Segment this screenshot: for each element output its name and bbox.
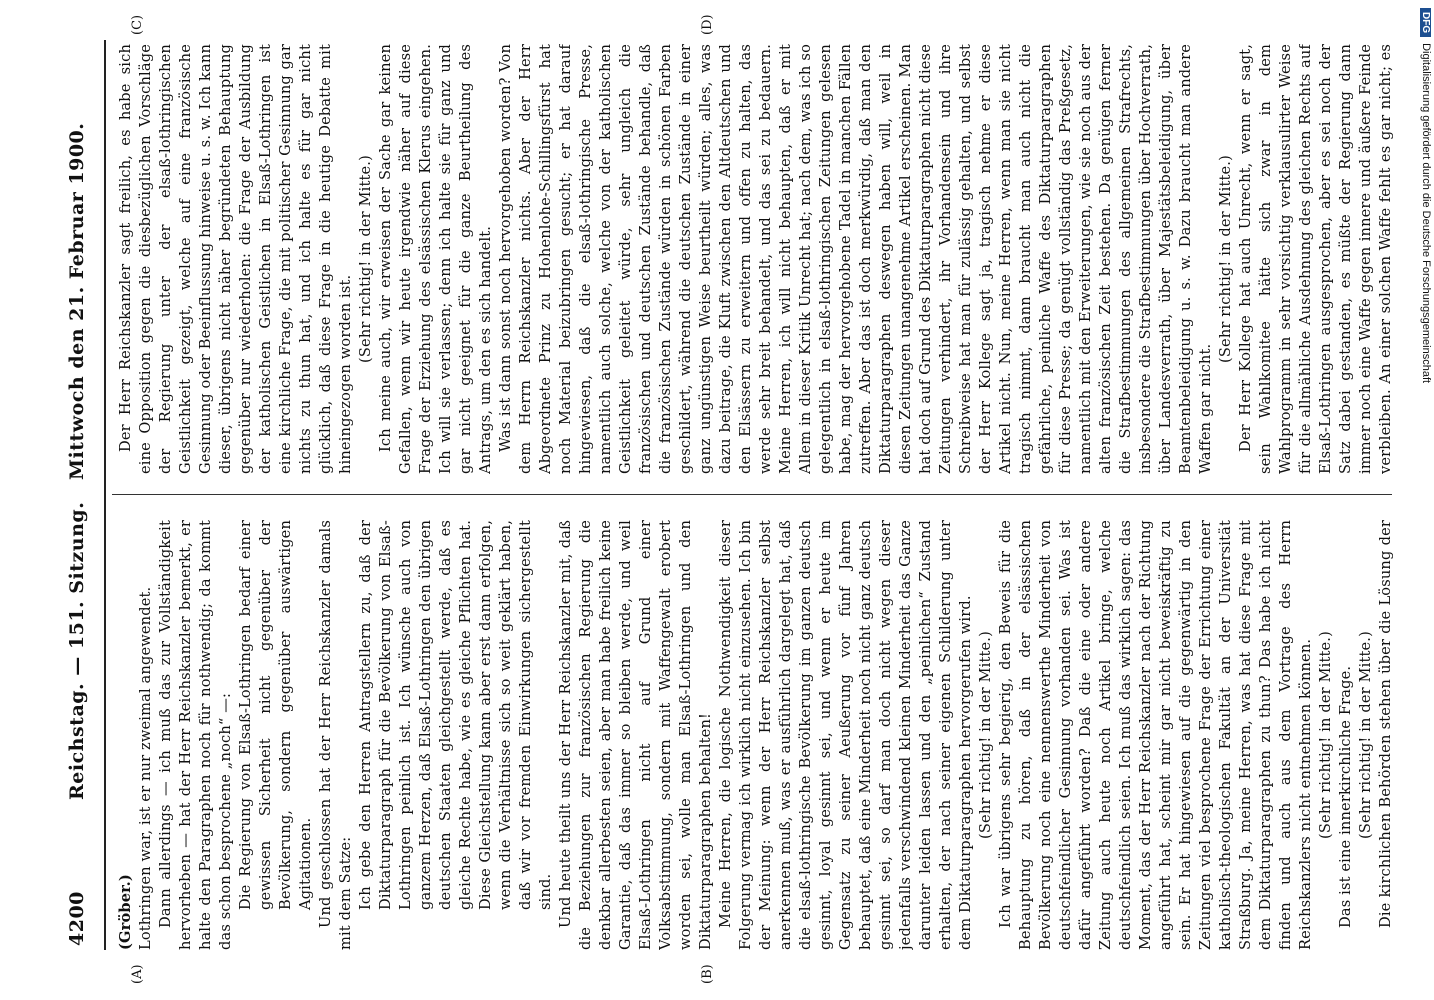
right-column [116,44,1396,474]
interjection: (Sehr richtig! in der Mitte.) [1357,631,1374,839]
paragraph: Die kirchlichen Behörden stehen über die Lösung der [1377,520,1394,928]
interjection: (Sehr richtig! in der Mitte.) [977,631,994,839]
speaker-label: (Gröber.) [117,874,134,950]
paragraph: Was ist dann sonst noch hervorgehoben worden? Von dem Herrn Reichskanzler nichts. Aber der Herr Abgeordnete Prinz zu Hohenlohe-Schillingsfürst hat noch Material beizubringen gesucht; er hat darauf hingewiesen, daß die elsaß-lothringische Presse, namentlich auch solche, welche von der katholischen Geistlichkeit geleitet würde, sehr ungleich die französischen und deutschen Zustände behandle, daß die französischen Zustände würden in schönen Farben geschildert, während die deutschen Zustände in einer ganz ungünstigen Weise beurtheilt würden; alles, was dazu beitrage, die Kluft zwischen den Altdeutschen und den Elsässern zu erweitern und offen zu halten, das werde sehr breit behandelt, und das sei zu bedauern. Meine Herren, ich will nicht behaupten, daß er mit Allem in dieser Kritik Unrecht hat; nach dem, was ich so gelegentlich in elsaß-lothringischen Zeitungen gelesen habe, mag der hervorgehobene Tadel in manchen Fällen zutreffen. Aber das ist doch merkwürdig, daß man den Diktaturparagraphen deswegen haben will, weil in diesen Zeitungen unangenehme Artikel erscheinen. Man hat doch auf Grund des Diktaturparagraphen nicht diese Zeitungen verhindert, ihr Vorhandensein und ihre Schreibweise hat man für zulässig gehalten, und selbst der Herr Kollege sagt ja, tragisch nehme er diese Artikel nicht. Nun, meine Herren, wenn man sie nicht tragisch nimmt, dann braucht man auch nicht die gefährliche, peinliche Waffe des Diktaturparagraphen für diese Presse; da genügt vollständig das Preßgesetz, namentlich mit den Erweiterungen, wie sie noch aus der alten französischen Zeit bestehen. Da genügen ferner die Strafbestimmungen des allgemeinen Strafrechts, insbesondere die Strafbestimmungen über Hochverrath, über Landesverrath, über Majestätsbeleidigung, über Beamtenbeleidigung u. s. w. Dazu braucht man andere Waffen gar nicht. [497,44,1214,474]
interjection: (Sehr richtig! in der Mitte.) [1217,155,1234,363]
header-rule [104,40,106,950]
paragraph: Ich meine auch, wir erweisen der Sache gar keinen Gefallen, wenn wir heute irgendwie näher auf diese Frage der Erziehung des elsässischen Klerus eingehen. Ich will sie verlassen; denn ich halte sie für ganz und gar nicht geeignet für die ganze Beurtheilung des Antrags, um den es sich handelt. [377,44,494,474]
paragraph: Lothringen war, ist er nur zweimal angewendet. [137,586,154,950]
page-title: Reichstag. — 151. Sitzung. [66,501,88,800]
column-divider [112,494,1392,495]
margin-marker-a: (A) [130,964,145,984]
interjection: (Sehr richtig! in der Mitte.) [1317,631,1334,839]
quote-paragraph: Die Regierung von Elsaß-Lothringen bedarf einer gewissen Sicherheit nicht gegenüber der Bevölkerung, sondern gegenüber auswärtigen Agitationen. [237,520,314,910]
paragraph: Dann allerdings — ich muß das zur Vollständigkeit hervorheben — hat der Herr Reichskanzler bemerkt, er halte den Paragraphen noch für nothwendig; da kommt das schon besprochene „noch“ —: [157,520,234,950]
dfg-logo: DFG [1420,8,1431,37]
session-date: Mittwoch den 21. Februar 1900. [66,122,88,480]
page-body [60,14,1400,984]
left-column [116,520,1396,950]
margin-marker-c: (C) [130,14,145,35]
page-header [60,40,96,950]
paragraph: Und heute theilt uns der Herr Reichskanzler mit, daß die Beziehungen zur französischen Regierung die denkbar allerbesten seien, aber man habe freilich keine Garantie, daß das immer so bleiben werde, und weil Elsaß-Lothringen nicht auf Grund einer Volksabstimmung, sondern mit Waffengewalt erobert worden sei, wolle man Elsaß-Lothringen und den Diktaturparagraphen behalten! [557,520,714,950]
quote-paragraph: Ich gebe den Herren Antragstellern zu, daß der Diktaturparagraph für die Bevölkerung von Elsaß-Lothringen peinlich ist. Ich wünsche auch von ganzem Herzen, daß Elsaß-Lothringen den übrigen deutschen Staaten gleichgestellt werde, daß es gleiche Rechte habe, wie es gleiche Pflichten hat. Diese Gleichstellung kann aber erst dann erfolgen, wenn die Verhältnisse sich so weit geklärt haben, daß wir vor fremden Einwirkungen sichergestellt sind. [357,520,554,910]
margin-marker-b: (B) [700,964,715,984]
margin-marker-d: (D) [700,14,715,35]
interjection: (Sehr richtig! in der Mitte.) [357,155,374,363]
funding-notice [1412,8,1432,988]
paragraph: Der Herr Reichskanzler sagt freilich, es habe sich eine Opposition gegen die diesbezüglichen Vorschläge der Regierung unter der elsaß-lothringischen Geistlichkeit gezeigt, welche auf eine französische Gesinnung oder Beeinflussung hinweise u. s. w. Ich kann dieser, übrigens nicht näher begründeten Behauptung gegenüber nur wiederholen: die Frage der Ausbildung der katholischen Geistlichen in Elsaß-Lothringen ist eine kirchliche Frage, die mit politischer Gesinnung gar nichts zu thun hat, und ich halte es für gar nicht glücklich, daß diese Frage in die heutige Debatte mit hineingezogen worden ist. [117,44,354,474]
paragraph: Meine Herren, die logische Nothwendigkeit dieser Folgerung vermag ich wirklich nicht einzusehen. Ich bin der Meinung: wenn der Herr Reichskanzler selbst anerkennen muß, was er ausführlich dargelegt hat, daß die elsaß-lothringische Bevölkerung im ganzen deutsch gesinnt, loyal gesinnt sei, und wenn er heute im Gegensatz zu seiner Aeußerung vor fünf Jahren behauptet, daß eine Minderheit noch nicht ganz deutsch gesinnt sei, so darf man doch nicht wegen dieser jedenfalls verschwindend kleinen Minderheit das Ganze darunter leiden lassen und den „peinlichen“ Zustand erhalten, der nach seiner eigenen Schilderung unter dem Diktaturparagraphen hervorgerufen wird. [717,520,974,950]
funding-text: Digitalisierung gefördert durch die Deutsche Forschungsgemeinschaft [1420,43,1432,384]
paragraph: Das ist eine innerkirchliche Frage. [1337,665,1354,928]
paragraph: Und geschlossen hat der Herr Reichskanzler damals mit dem Satze: [317,520,354,950]
paragraph: Ich war übrigens sehr begierig, den Beweis für die Behauptung zu hören, daß in der elsässischen Bevölkerung noch eine nennenswerthe Minderheit von deutschfeindlicher Gesinnung vorhanden sei. Was ist dafür angeführt worden? Daß die eine oder andere Zeitung auch heute noch Artikel bringe, welche deutschfeindlich seien. Ich muß das wirklich sagen: das Moment, das der Herr Reichskanzler nach der Richtung angeführt hat, scheint mir gar nicht beweiskräftig zu sein. Er hat hingewiesen auf die gegenwärtig in den Zeitungen viel besprochene Frage der Errichtung einer katholisch-theologischen Fakultät an der Universität Straßburg. Ja, meine Herren, was hat diese Frage mit dem Diktaturparagraphen zu thun? Das habe ich nicht finden und auch aus dem Vortrage des Herrn Reichskanzlers nicht entnehmen können. [997,520,1314,950]
paragraph: Der Herr Kollege hat auch Unrecht, wenn er sagt, sein Wahlkomitee hätte sich zwar in dem Wahlprogramm in sehr vorsichtig verklausulirter Weise für die allmähliche Ausdehnung des gleichen Rechts auf Elsaß-Lothringen ausgesprochen, aber es sei noch der Satz dabei gestanden, es müßte der Regierung dann immer noch eine Waffe gegen innere und äußere Feinde verbleiben. An einer solchen Waffe fehlt es gar nicht; es [1237,44,1394,474]
page-number: 4200 [66,891,88,946]
